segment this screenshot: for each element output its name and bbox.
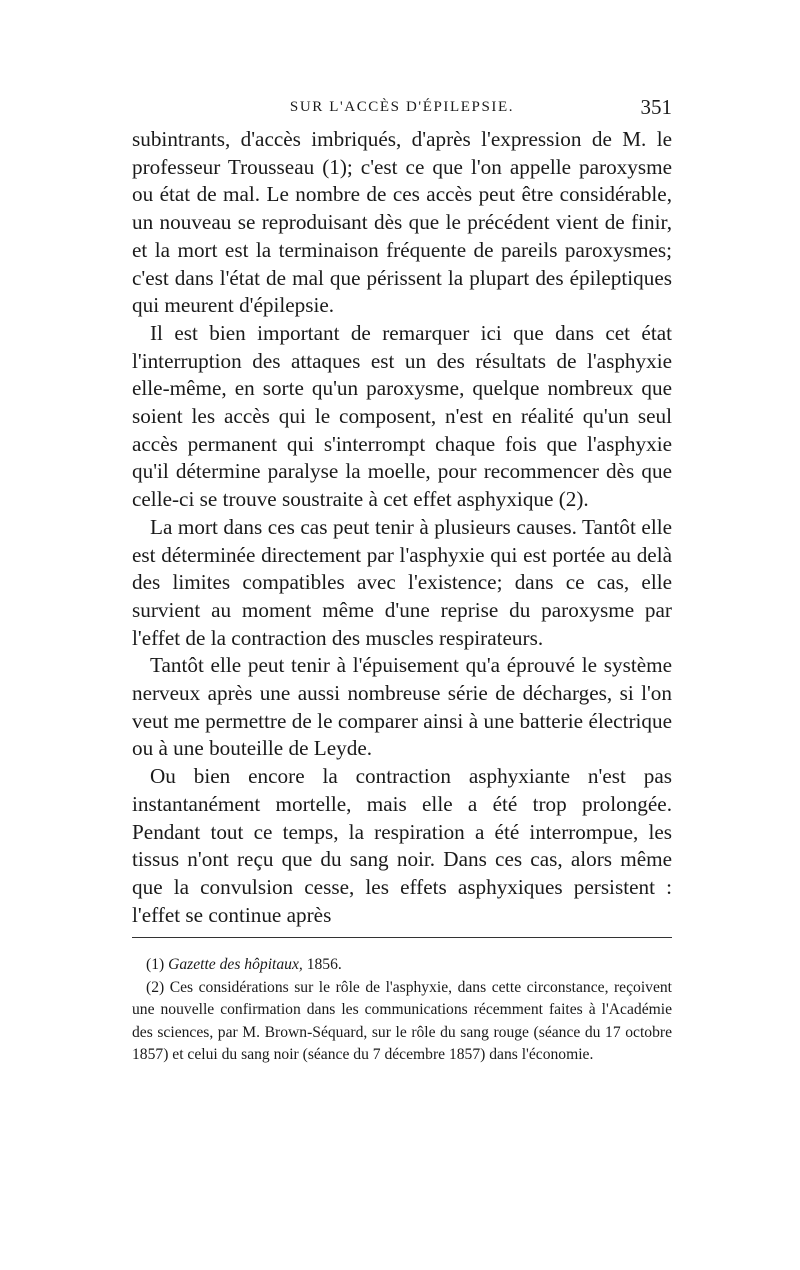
footnote-1-source: Gazette des hôpitaux,: [168, 956, 303, 973]
footnote-1: [132, 954, 672, 977]
running-title: SUR L'ACCÈS D'ÉPILEPSIE.: [289, 99, 515, 115]
footnote-rule: [132, 937, 672, 938]
paragraph-1: subintrants, d'accès imbriqués, d'après l'expression de M. le professeur Trousseau (1); c'est ce que l'on appelle paroxysme ou état de mal. Le nombre de ces accès peut être considérable, un nouveau se reproduisant dès que le précédent vient de finir, et la mort est la terminaison fréquente de pareils paroxysmes; c'est dans l'état de mal que périssent la plupart des épileptiques qui meurent d'épilepsie.: [132, 127, 672, 318]
body-text: [132, 126, 672, 929]
paragraph-4: Tantôt elle peut tenir à l'épuisement qu'a éprouvé le système nerveux après une aussi nombreuse série de décharges, si l'on veut me permettre de le comparer ainsi à une batterie électrique ou à une bouteille de Leyde.: [132, 653, 672, 761]
footnote-2: (2) Ces considérations sur le rôle de l'asphyxie, dans cette circonstance, reçoivent une nouvelle confirmation dans les communications récemment faites à l'Académie des sciences, par M. Brown-Séquard, sur le rôle du sang rouge (séance du 17 octobre 1857) et celui du sang noir (séance du 7 décembre 1857) dans l'économie.: [132, 978, 672, 1063]
footnotes: [132, 948, 672, 1067]
footnote-1-year: 1856.: [306, 956, 342, 973]
paragraph-5: Ou bien encore la contraction asphyxiante n'est pas instantanément mortelle, mais elle a été trop prolongée. Pendant tout ce temps, la respiration a été interrompue, les tissus n'ont reçu que du sang noir. Dans ces cas, alors même que la convulsion cesse, les effets asphyxiques persistent : l'effet se continue après: [132, 764, 672, 927]
footnote-1-marker: (1): [146, 956, 165, 973]
paragraph-2: Il est bien important de remarquer ici que dans cet état l'interruption des attaques est un des résultats de l'asphyxie elle-même, en sorte qu'un paroxysme, quelque nombreux que soient les accès qui le composent, n'est en réalité qu'un seul accès permanent qui s'interrompt chaque fois que l'asphyxie qu'il détermine paralyse la moelle, pour recommencer dès que celle-ci se trouve soustraite à cet effet asphyxique (2).: [132, 320, 672, 512]
running-head: [132, 95, 672, 123]
page-number: 351: [640, 95, 672, 119]
paragraph-3: La mort dans ces cas peut tenir à plusieurs causes. Tantôt elle est déterminée directement par l'asphyxie qui est portée au delà des limites compatibles avec l'existence; dans ce cas, elle survient au moment même d'une reprise du paroxysme par l'effet de la contraction des muscles respirateurs.: [132, 514, 672, 650]
